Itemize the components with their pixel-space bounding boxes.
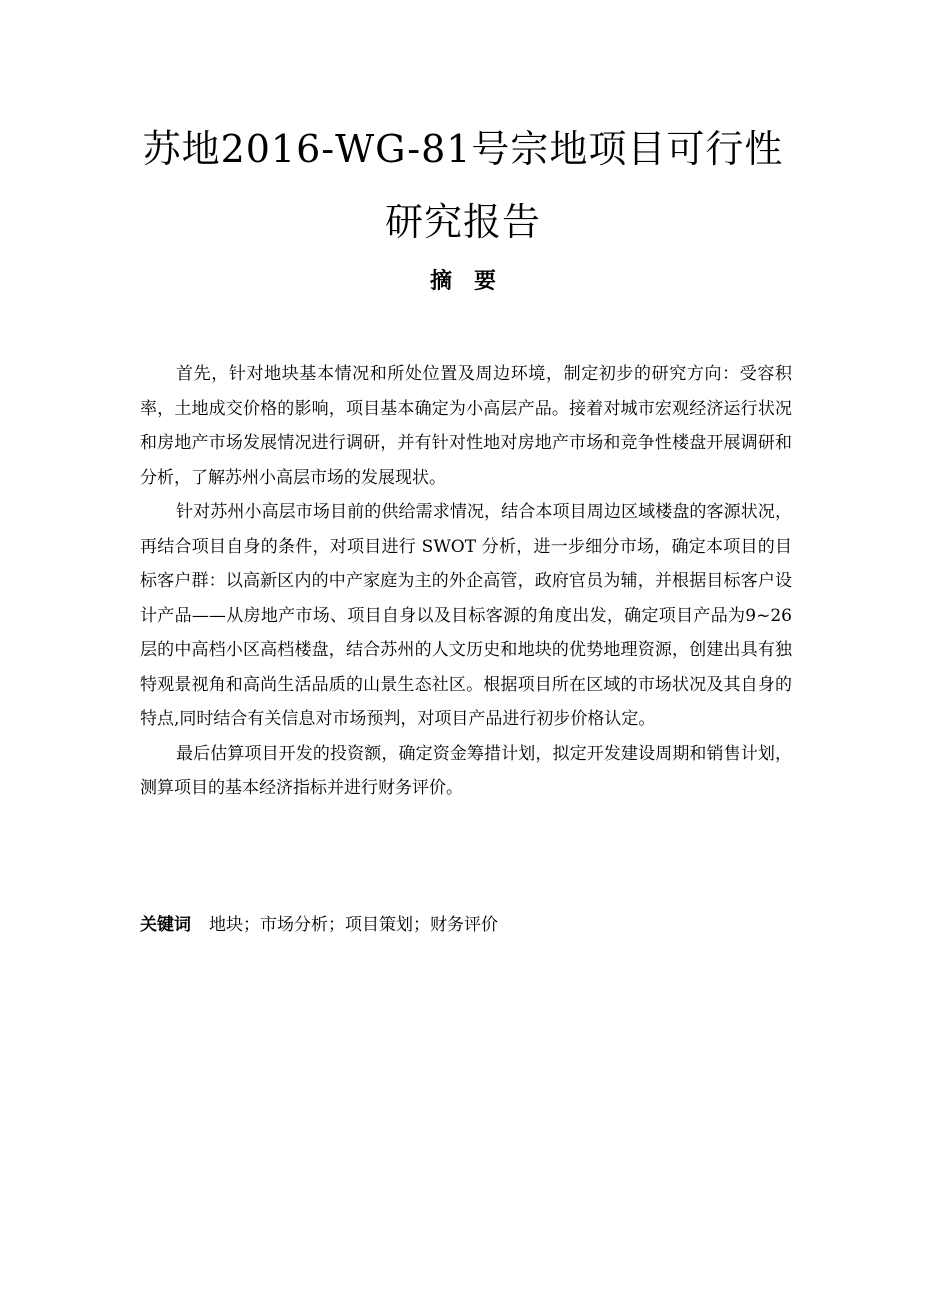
title-line-1: 苏地2016-WG-81号宗地项目可行性 (142, 127, 784, 171)
title-line-2: 研究报告 (384, 200, 541, 244)
abstract-paragraph-2: 针对苏州小高层市场目前的供给需求情况，结合本项目周边区域楼盘的客源状况，再结合项目自身的条件，对项目进行 SWOT 分析，进一步细分市场，确定本项目的目标客户群：以高新区内的中产家庭为主的外企高管，政府官员为辅，并根据目标客户设计产品——从房地产市场、项目自身以及目标客源的角度出发，确定项目产品为9~26层的中高档小区高档楼盘，结合苏州的人文历史和地块的优势地理资源，创建出具有独特观景视角和高尚生活品质的山景生态社区。根据项目所在区域的市场状况及其自身的特点,同时结合有关信息对市场预判，对项目产品进行初步价格认定。 (140, 502, 792, 729)
keywords-label: 关键词 (140, 915, 191, 935)
abstract-paragraph-3: 最后估算项目开发的投资额，确定资金筹措计划，拟定开发建设周期和销售计划，测算项目的基本经济指标并进行财务评价。 (140, 743, 792, 798)
keywords-line (140, 910, 792, 940)
keywords-list: 地块；市场分析；项目策划；财务评价 (209, 915, 498, 935)
abstract-body (140, 357, 792, 806)
abstract-paragraph-1: 首先，针对地块基本情况和所处位置及周边环境，制定初步的研究方向：受容积率，土地成交价格的影响，项目基本确定为小高层产品。接着对城市宏观经济运行状况和房地产市场发展情况进行调研，并有针对性地对房地产市场和竞争性楼盘开展调研和分析，了解苏州小高层市场的发展现状。 (140, 364, 792, 488)
abstract-heading: 摘要 (429, 269, 518, 294)
